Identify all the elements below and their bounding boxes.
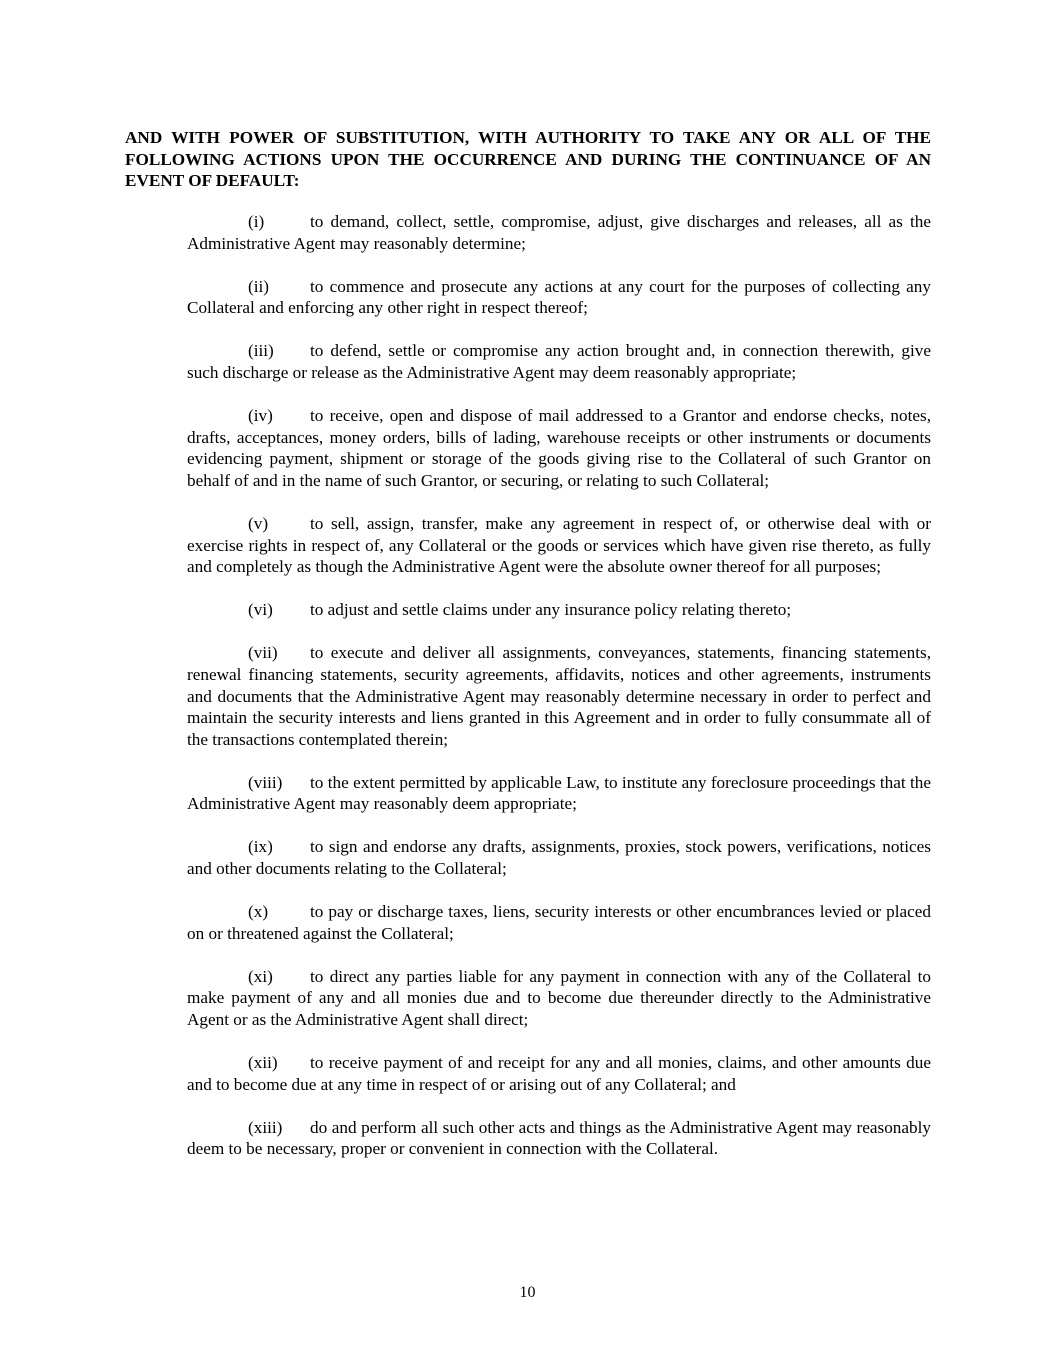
item-text: to pay or discharge taxes, liens, security interests or other encumbrances levied or placed on or threatened against the Collateral; (187, 902, 931, 943)
item-number: (xi) (248, 966, 273, 986)
list-item (187, 513, 931, 578)
list-item (187, 642, 931, 750)
powers-list (187, 211, 931, 1182)
item-text: to adjust and settle claims under any insurance policy relating thereto; (310, 600, 792, 620)
list-item (187, 1052, 931, 1095)
item-number: (xiii) (248, 1117, 283, 1137)
list-item (187, 966, 931, 1031)
list-item (187, 772, 931, 815)
item-text: to receive, open and dispose of mail addressed to a Grantor and endorse checks, notes, drafts, acceptances, money orders, bills of lading, warehouse receipts or other instruments or documents evidencing payment, shipment or storage of the goods giving rise to the Collateral of such Grantor on behalf of and in the name of such Grantor, or securing, or relating to such Collateral; (187, 406, 931, 490)
item-number: (v) (248, 513, 269, 533)
item-number: (xii) (248, 1053, 278, 1073)
item-text: to sign and endorse any drafts, assignments, proxies, stock powers, verifications, notices and other documents relating to the Collateral; (187, 837, 931, 879)
item-number: (iii) (248, 341, 274, 361)
item-text: to defend, settle or compromise any action brought and, in connection therewith, give such discharge or release as the Administrative Agent may deem reasonably appropriate; (187, 341, 931, 382)
list-item (187, 211, 931, 254)
item-number: (ii) (248, 276, 269, 296)
item-number: (x) (248, 902, 269, 922)
item-text: to commence and prosecute any actions at any court for the purposes of collecting any Collateral and enforcing any other right in respect thereof; (187, 276, 931, 318)
page-number: 10 (519, 1284, 536, 1301)
item-text: to sell, assign, transfer, make any agreement in respect of, or otherwise deal with or exercise rights in respect of, any Collateral or the goods or services which have given rise thereto, as fully and completely as though the Administrative Agent were the absolute owner thereof for all purposes; (187, 513, 931, 577)
list-item (187, 836, 931, 879)
item-number: (vi) (248, 600, 273, 620)
list-item (187, 901, 931, 944)
item-number: (iv) (248, 406, 273, 426)
list-item (187, 1117, 931, 1160)
list-item (187, 276, 931, 319)
item-number: (ix) (248, 837, 273, 857)
item-text: to demand, collect, settle, compromise, adjust, give discharges and releases, all as the Administrative Agent may reasonably determine; (187, 212, 931, 253)
list-item (187, 405, 931, 491)
item-number: (i) (248, 212, 265, 231)
item-text: to direct any parties liable for any payment in connection with any of the Collateral to make payment of any and all monies due and to become due thereunder directly to the Administrative Agent or as the Administrative Agent shall direct; (187, 966, 931, 1030)
item-number: (vii) (248, 643, 278, 663)
section-heading: AND WITH POWER OF SUBSTITUTION, WITH AUTHORITY TO TAKE ANY OR ALL OF THE FOLLOWING ACTIONS UPON THE OCCURRENCE AND DURING THE CONTINUANCE OF AN EVENT OF DEFAULT: (125, 128, 931, 191)
item-text: to receive payment of and receipt for any and all monies, claims, and other amounts due and to become due at any time in respect of or arising out of any Collateral; and (187, 1053, 931, 1094)
list-item (187, 340, 931, 383)
item-text: to the extent permitted by applicable Law, to institute any foreclosure proceedings that the Administrative Agent may reasonably deem appropriate; (187, 772, 931, 814)
list-item (187, 599, 931, 621)
item-text: do and perform all such other acts and things as the Administrative Agent may reasonably deem to be necessary, proper or convenient in connection with the Collateral. (187, 1117, 931, 1159)
item-text: to execute and deliver all assignments, conveyances, statements, financing statements, renewal financing statements, security agreements, affidavits, notices and other agreements, instruments and documents that the Administrative Agent may reasonably determine necessary in order to perfect and maintain the security interests and liens granted in this Agreement and in order to fully consummate all of the transactions contemplated therein; (187, 643, 931, 749)
item-number: (viii) (248, 772, 283, 792)
